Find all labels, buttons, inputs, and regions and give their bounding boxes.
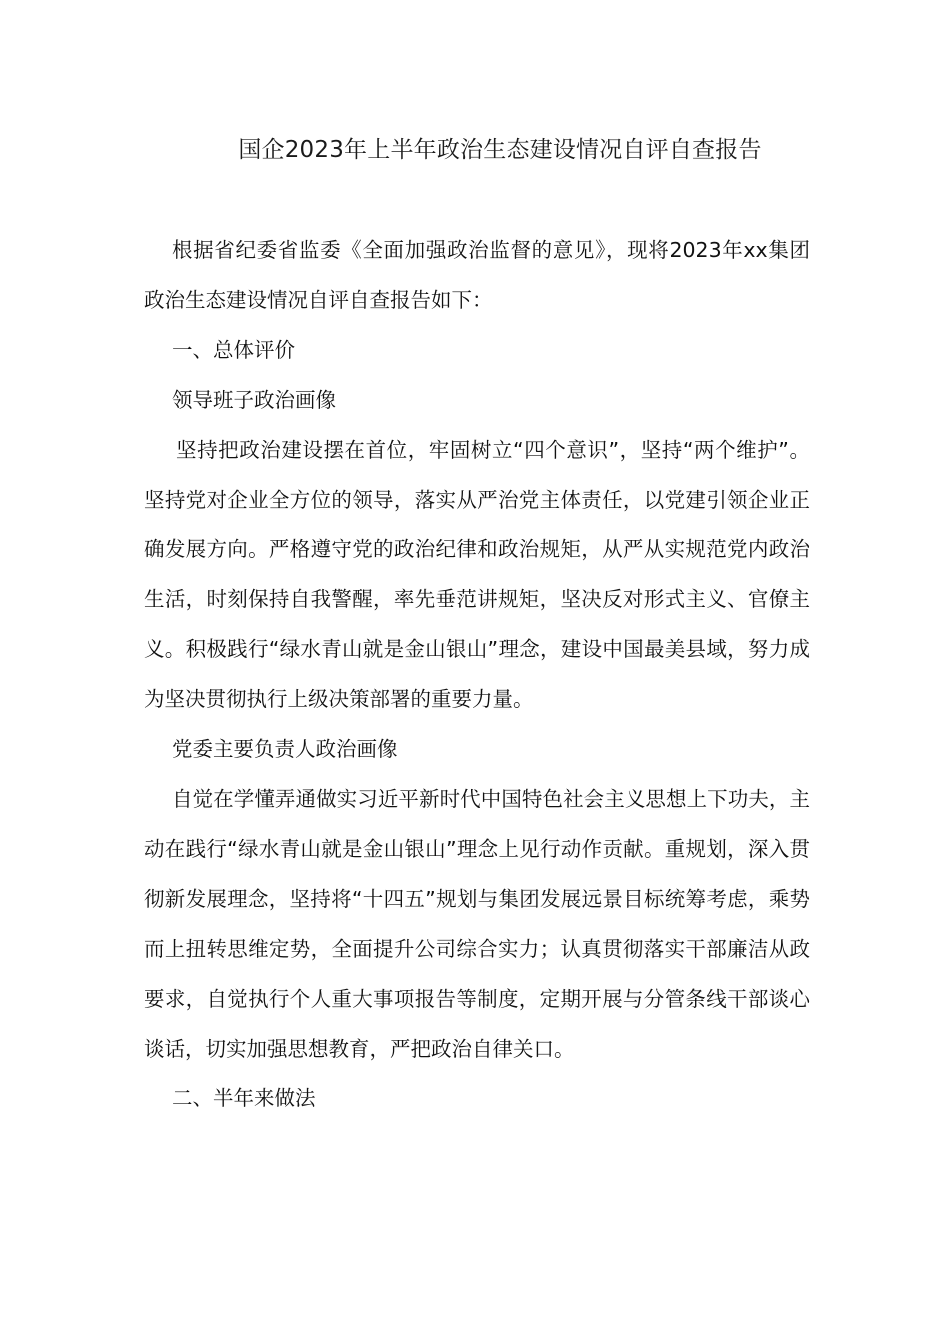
- section-heading-overall-evaluation: 一、总体评价: [172, 337, 295, 362]
- section-heading-half-year-practices: 二、半年来做法: [172, 1086, 316, 1111]
- document-body: [144, 226, 810, 1124]
- intro-paragraph: 根据省纪委省监委《全面加强政治监督的意见》，现将2023年xx集团政治生态建设情况自评自查报告如下：: [144, 238, 810, 312]
- leadership-portrait-paragraph: 坚持把政治建设摆在首位，牢固树立“四个意识”，坚持“两个维护”。坚持党对企业全方位的领导，落实从严治党主体责任，以党建引领企业正确发展方向。严格遵守党的政治纪律和政治规矩，从严从实规范党内政治生活，时刻保持自我警醒，率先垂范讲规矩，坚决反对形式主义、官僚主义。积极践行“绿水青山就是金山银山”理念，建设中国最美县域，努力成为坚决贯彻执行上级决策部署的重要力量。: [144, 437, 810, 712]
- subheading-party-secretary-portrait: 党委主要负责人政治画像: [172, 737, 398, 762]
- subheading-leadership-portrait: 领导班子政治画像: [172, 387, 336, 412]
- party-secretary-portrait-paragraph: 自觉在学懂弄通做实习近平新时代中国特色社会主义思想上下功夫，主动在践行“绿水青山就是金山银山”理念上见行动作贡献。重规划，深入贯彻新发展理念，坚持将“十四五”规划与集团发展远景目标统筹考虑，乘势而上扭转思维定势，全面提升公司综合实力；认真贯彻落实干部廉洁从政要求，自觉执行个人重大事项报告等制度，定期开展与分管条线干部谈心谈话，切实加强思想教育，严把政治自律关口。: [144, 786, 810, 1061]
- document-title: 国企2023年上半年政治生态建设情况自评自查报告: [238, 137, 762, 163]
